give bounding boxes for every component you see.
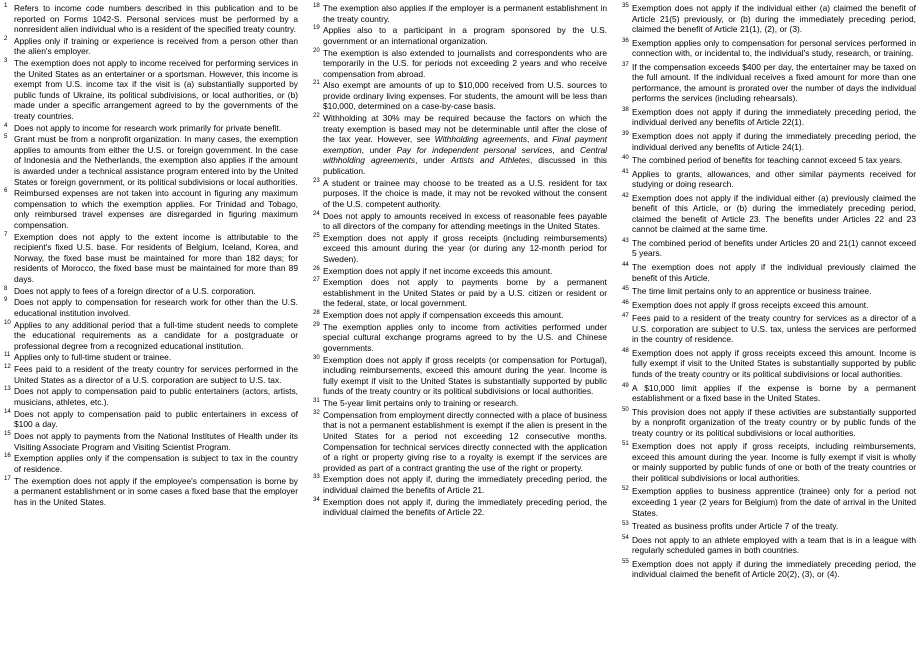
footnote	[3, 58, 298, 121]
footnote	[312, 25, 607, 46]
footnote-text: Exemption does not apply if, during the immediately preceding period, the individual claimed the benefits of Article 21.	[323, 474, 607, 495]
footnote-number: 45	[622, 285, 629, 293]
footnote-number: 11	[4, 351, 11, 359]
footnote-text: Exemption does not apply if gross receipts (including reimbursements) exceed this amount during the year (or during any 12-month period for Sweden).	[323, 232, 607, 264]
footnote-number: 16	[4, 452, 11, 460]
footnote-number: 10	[4, 318, 11, 326]
footnote-text: Exemption does not apply if the individual either (a) claimed the benefit of Article 21(5) previously, or (b) during the immediately preceding period, claimed the benefit of Article 21(1), (2), or (3).	[632, 3, 916, 35]
footnote	[621, 383, 916, 404]
footnote	[3, 386, 298, 407]
footnote	[3, 476, 298, 508]
footnote-text: Exemption does not apply if gross receipts, including reimbursements, exceed this amount during the year. Income is fully exempt if visit is wholly or mainly supported by public funds of one or both of the treaty countries or their political subdivisions or local authorities.	[632, 441, 916, 483]
footnote-text: Exemption does not apply if during the immediately preceding period, the individual derived any benefits of Article 22(1).	[632, 106, 916, 128]
footnote-text: Also exempt are amounts of up to $10,000 received from U.S. sources to provide ordinary living expenses. For students, the amount will be less than $10,000, determined on a case-by-case basis.	[323, 80, 607, 112]
footnote-text: Applies only if training or experience is received from a person other than the alien's employer.	[14, 35, 298, 57]
footnote-text: Does not apply to income for research work primarily for private benefit.	[14, 122, 282, 133]
footnote-number: 22	[313, 112, 320, 120]
footnote-text: Exemption does not apply if compensation exceeds this amount.	[323, 310, 564, 321]
footnote	[621, 407, 916, 439]
footnote-number: 32	[313, 408, 320, 416]
footnote-number: 17	[4, 474, 11, 482]
footnote-column	[621, 3, 916, 651]
footnote-number: 5	[4, 133, 8, 141]
footnote-number: 28	[313, 309, 320, 317]
footnote	[621, 131, 916, 152]
footnote	[3, 286, 298, 297]
footnote	[621, 441, 916, 483]
footnote-number: 55	[622, 557, 629, 565]
footnote	[3, 453, 298, 474]
footnote-text: Does not apply to compensation paid to public entertainers (actors, artists, musicians, athletes, etc.).	[14, 386, 298, 407]
footnote	[312, 310, 607, 321]
footnote	[312, 266, 607, 277]
footnote-text: Refers to income code numbers described in this publication and to be reported on Forms 1042-S. Personal services must be performed by a nonresident alien individual who is a resident of the specified treaty country.	[14, 3, 298, 35]
footnote	[312, 398, 607, 409]
footnote-text: Does not apply to amounts received in excess of reasonable fees payable to all directors of the company for attending meetings in the United States.	[323, 210, 607, 232]
footnote-text: Exemption applies only if the compensation is subject to tax in the country of residence.	[14, 453, 298, 474]
footnote-number: 23	[313, 176, 320, 184]
footnote-text: Exemption applies to business apprentice (trainee) only for a period not exceeding 1 year (2 years for Belgium) from the date of arrival in the United States.	[632, 486, 916, 518]
footnote-number: 4	[4, 121, 8, 129]
footnote-text: Fees paid to a resident of the treaty country for services performed in the United States as a director of a U.S. corporation are subject to U.S. tax.	[14, 364, 298, 385]
footnote-text: The exemption does not apply to income received for performing services in the United States as an entertainer or a sportsman. However, this income is exempt from U.S. income tax if the visit is (a) substantially supported by public funds of Ukraine, its political subdivisions, or local authorities, or (b) made under a specific arrangement agreed to by the governments of the treaty countries.	[14, 58, 298, 121]
footnote-number: 43	[622, 236, 629, 244]
footnote-number: 6	[4, 187, 8, 195]
footnote-number: 51	[622, 440, 629, 448]
footnote	[312, 497, 607, 518]
footnote	[3, 320, 298, 352]
footnote	[312, 211, 607, 232]
footnote	[621, 262, 916, 283]
footnote-number: 39	[622, 130, 629, 138]
footnote-number: 9	[4, 296, 8, 304]
footnote	[621, 521, 916, 532]
footnote-number: 8	[4, 284, 8, 292]
footnote-number: 27	[313, 276, 320, 284]
footnote-text: This provision does not apply if these activities are substantially supported by a nonprofit organization of the treaty country or by public funds of the treaty country or its political subdivisions or local authorities.	[632, 406, 916, 438]
footnote-number: 12	[4, 363, 11, 371]
footnote	[621, 559, 916, 580]
footnote-text: If the compensation exceeds $400 per day, the entertainer may be taxed on the full amount. If the individual receives a fixed amount for more than one performance, the amount is prorated over the number of days the individual performs the services (including rehearsals).	[632, 61, 916, 104]
footnote-text: Exemption does not apply to payments borne by a permanent establishment in the United States or paid by a U.S. citizen or resident or the federal, state, or local government.	[323, 277, 607, 309]
footnote-number: 21	[313, 79, 320, 87]
footnote-number: 50	[622, 405, 629, 413]
footnote	[621, 313, 916, 345]
footnote-number: 49	[622, 381, 629, 389]
footnote-text: Treated as business profits under Article 7 of the treaty.	[632, 521, 839, 532]
footnote	[621, 155, 916, 166]
footnote	[312, 113, 607, 176]
footnote-number: 18	[313, 2, 320, 9]
footnote-number: 2	[4, 34, 8, 42]
footnote-text: The 5-year limit pertains only to training or research.	[323, 398, 519, 409]
footnote-text: Applies only to full-time student or trainee.	[14, 352, 172, 363]
footnote-number: 15	[4, 429, 11, 437]
footnote	[312, 80, 607, 112]
footnote-number: 3	[4, 57, 8, 65]
footnote-text: The combined period of benefits under Articles 20 and 21(1) cannot exceed 5 years.	[632, 237, 916, 259]
footnote-text: Exemption does not apply if gross receipts exceed this amount. Income is fully exempt if visit to the United States is substantially supported by public funds of the treaty country or its political subdivisions or local authorities.	[632, 347, 916, 379]
footnote-number: 31	[313, 397, 320, 405]
footnote-text: Exemption does not apply if, during the immediately preceding period, the individual claimed the benefits of Article 22.	[323, 496, 607, 518]
footnote-text: Exemption applies only to compensation for personal services performed in connection with, or incidental to, the individual's study, research, or training.	[632, 37, 916, 59]
footnote	[3, 36, 298, 57]
footnote	[621, 300, 916, 311]
footnote-text: Exemption does not apply if the individual either (a) previously claimed the benefit of this Article, or (b) during the immediately preceding period, claimed the benefit of Article 23. The benefits under Articles 22 and 23 cannot be claimed at the same time.	[632, 192, 916, 235]
footnote	[3, 123, 298, 134]
footnote-text: The time limit pertains only to an apprentice or business trainee.	[632, 286, 872, 297]
footnote-text: The exemption also applies if the employer is a permanent establishment in the treaty country.	[323, 3, 607, 24]
footnote-number: 44	[622, 261, 629, 269]
footnote	[312, 3, 607, 24]
footnote-text: Fees paid to a resident of the treaty country for services as a director of a U.S. corporation are subject to U.S. tax, unless the services are performed in the country of residence.	[632, 313, 916, 345]
footnote-text: Reimbursed expenses are not taken into account in figuring any maximum compensation to which the exemption applies. For Trinidad and Tobago, only reimbursed travel expenses are disregarded in figuring maximum compensation.	[14, 188, 298, 230]
footnote-text: Does not apply to payments from the National Institutes of Health under its Visiting Associate Program and Visiting Scientist Program.	[14, 430, 298, 452]
footnote	[3, 3, 298, 35]
footnote-number: 13	[4, 385, 11, 393]
footnote-number: 29	[313, 320, 320, 328]
footnote-number: 52	[622, 485, 629, 493]
footnote	[312, 277, 607, 309]
footnote-number: 54	[622, 533, 629, 541]
footnote-number: 26	[313, 264, 320, 272]
footnote-number: 30	[313, 353, 320, 361]
footnote	[621, 107, 916, 128]
footnote-number: 34	[313, 495, 320, 503]
footnote-text: Exemption does not apply if gross receipts (or compensation for Portugal), including reimbursements, exceed this amount during the year. Income is fully exempt if visit to the United States is substantially supported by public funds of the treaty country or its political subdivisions or local authorities.	[323, 354, 607, 397]
footnote	[3, 232, 298, 285]
footnote-text: Compensation from employment directly connected with a place of business that is not a permanent establishment is exempt if the alien is present in the United States for a period not exceeding 12 consecutive months. Compensation for technical services directly connected with the application of a right or property giving rise to a royalty is exempt if the services are provided as part of a contract granting the use of the right or property.	[323, 409, 607, 473]
footnote	[3, 134, 298, 187]
footnote-number: 47	[622, 312, 629, 320]
footnote-number: 24	[313, 209, 320, 217]
footnote-text: Does not apply to compensation paid to public entertainers in excess of $100 a day.	[14, 408, 298, 430]
footnote-column	[312, 3, 607, 651]
footnote	[621, 38, 916, 59]
footnote-text: Does not apply to compensation for research work for other than the U.S. educational institution involved.	[14, 297, 298, 318]
footnote-text: Exemption does not apply to the extent income is attributable to the recipient's fixed U.S. base. For residents of Belgium, Iceland, Korea, and Norway, the fixed base must be maintained for more than 182 days; for residents of Morocco, the fixed base must be maintained for more than 89 days.	[14, 231, 298, 284]
footnote-text: The exemption does not apply if the individual previously claimed the benefit of this Article.	[632, 262, 916, 283]
footnote	[621, 348, 916, 380]
footnote-text: Does not apply to an athlete employed with a team that is in a league with regularly scheduled games in both countries.	[632, 534, 916, 556]
footnote	[312, 48, 607, 80]
footnote	[621, 238, 916, 259]
footnote-text: Exemption does not apply if net income exceeds this amount.	[323, 265, 553, 276]
footnote	[621, 169, 916, 190]
footnote-text: The combined period of benefits for teaching cannot exceed 5 tax years.	[632, 155, 903, 166]
footnote	[3, 188, 298, 230]
footnote-text: Applies also to a participant in a program sponsored by the U.S. government or an international organization.	[323, 25, 607, 46]
footnote	[3, 352, 298, 363]
footnote	[621, 3, 916, 35]
footnote-number: 38	[622, 105, 629, 113]
footnote	[621, 193, 916, 235]
footnote-text: Applies to any additional period that a full-time student needs to complete the educational requirements as a candidate for a postgraduate or professional degree from a recognized educational institution.	[14, 319, 298, 351]
footnote-text: Withholding at 30% may be required because the factors on which the treaty exemption is based may not be determinable until after the close of the tax year. However, see Withholding agreements, and Final payment exemption, under Pay for independent personal services, and Central withholding agreements, under Artists and Athletes, discussed in this publication.	[323, 113, 607, 176]
footnote-number: 25	[313, 231, 320, 239]
footnote-number: 42	[622, 191, 629, 199]
footnote-text: The exemption is also extended to journalists and correspondents who are temporarily in the U.S. for periods not exceeding 2 years and who receive compensation from abroad.	[323, 47, 607, 79]
footnote-text: Exemption does not apply if during the immediately preceding period, the individual derived any benefits of Article 24(1).	[632, 131, 916, 152]
footnote-number: 53	[622, 520, 629, 528]
footnote	[621, 286, 916, 297]
footnote-number: 36	[622, 36, 629, 44]
footnote-number: 19	[313, 24, 320, 32]
footnote-text: The exemption applies only to income from activities performed under special cultural exchange programs agreed to by the U.S. and Chinese governments.	[323, 321, 607, 354]
footnote-number: 48	[622, 346, 629, 354]
footnote-text: Does not apply to fees of a foreign director of a U.S. corporation.	[14, 285, 256, 296]
footnote-text: Exemption does not apply if during the immediately preceding period, the individual claimed the benefit of Article 20(2), (3), or (4).	[632, 558, 916, 580]
footnote	[312, 410, 607, 473]
footnote	[621, 535, 916, 556]
footnote-number: 33	[313, 473, 320, 481]
footnote	[312, 355, 607, 397]
footnote-number: 7	[4, 230, 8, 238]
footnote	[312, 178, 607, 210]
footnote	[621, 486, 916, 518]
footnote-number: 37	[622, 60, 629, 68]
footnote-column	[3, 3, 298, 651]
footnote-number: 20	[313, 46, 320, 54]
footnote-number: 41	[622, 167, 629, 175]
footnote	[312, 233, 607, 265]
footnote-number: 1	[4, 2, 8, 9]
footnote	[3, 364, 298, 385]
footnote-text: Grant must be from a nonprofit organization. In many cases, the exemption applies to amounts from either the U.S. or foreign government. In the case of Indonesia and the Netherlands, the exemption also applies if the amount is awarded under a technical assistance program entered into by the United States or foreign government, or its political subdivisions or local authorities.	[14, 134, 298, 187]
footnote	[312, 474, 607, 495]
footnote-text: Applies to grants, allowances, and other similar payments received for studying or doing research.	[632, 168, 916, 190]
footnote-text: A student or trainee may choose to be treated as a U.S. resident for tax purposes. If the choice is made, it may not be revoked without the consent of the U.S. competent authority.	[323, 177, 607, 209]
footnote	[621, 62, 916, 104]
footnote-text: Exemption does not apply if gross receipts exceed this amount.	[632, 299, 869, 310]
footnote	[312, 322, 607, 354]
footnote-text: The exemption does not apply if the employee's compensation is borne by a permanent establishment or in some cases a fixed base that the employer has in the United States.	[14, 475, 298, 507]
footnote-number: 14	[4, 407, 11, 415]
footnote-number: 46	[622, 298, 629, 306]
footnote-text: A $10,000 limit applies if the expense is borne by a permanent establishment or a fixed base in the United States.	[632, 382, 916, 404]
footnote	[3, 431, 298, 452]
footnote-number: 35	[622, 2, 629, 9]
footnote	[3, 297, 298, 318]
footnote	[3, 409, 298, 430]
footnote-number: 40	[622, 154, 629, 162]
